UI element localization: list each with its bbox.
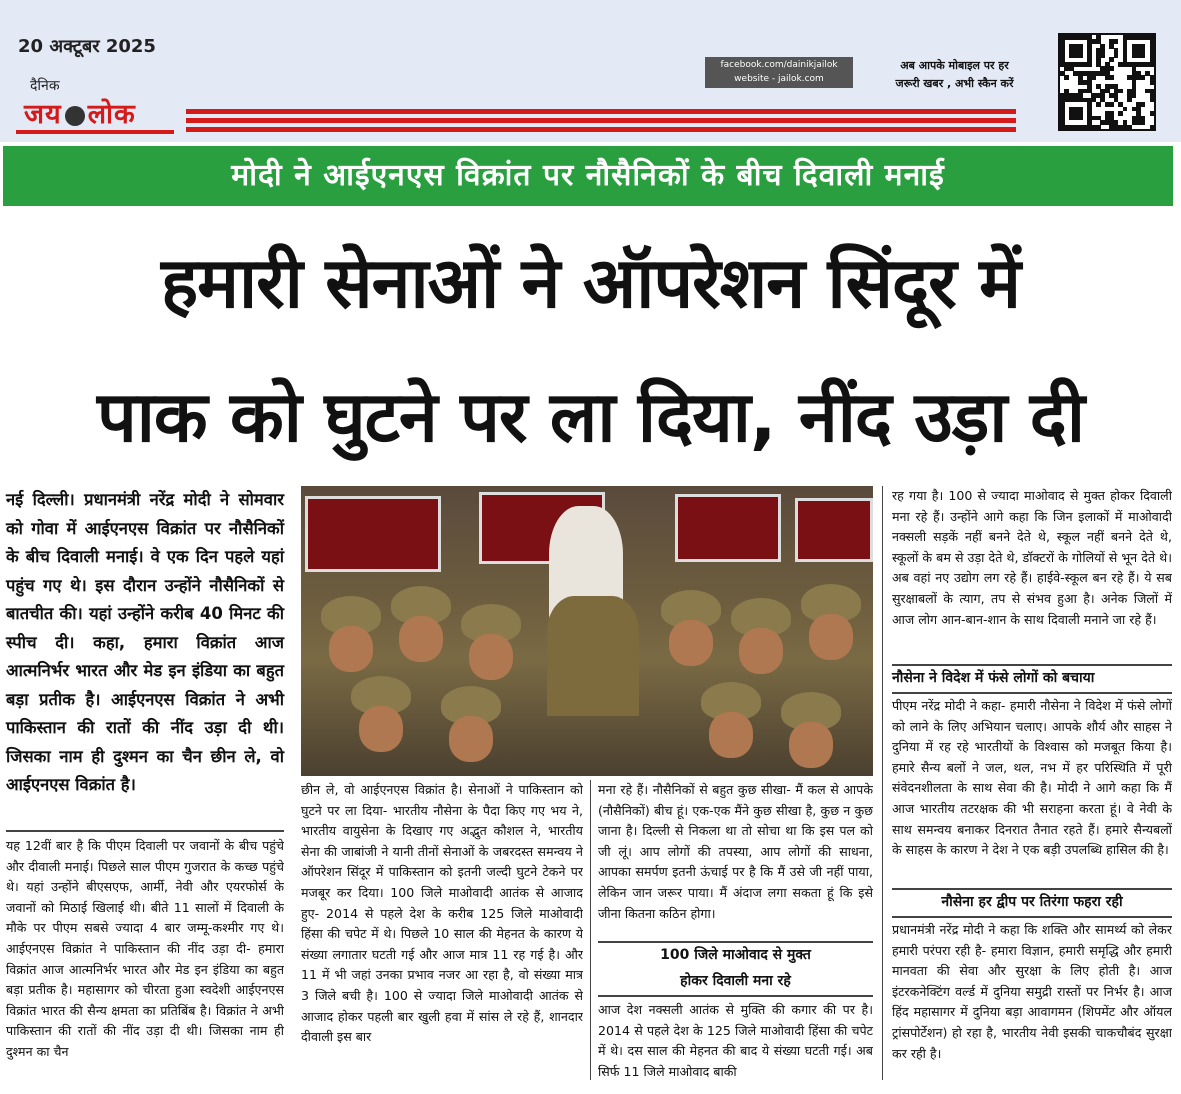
masthead-rule-1 — [186, 109, 1016, 114]
brand-prefix: दैनिक — [30, 78, 60, 94]
column-divider — [882, 486, 883, 1080]
column-3-body-bottom: आज देश नक्सली आतंक से मुक्ति की कगार की पर है। 2014 से पहले देश के 125 जिले माओवादी हिंसा की चपेट में थे। दस साल की मेहनत की बाद ये संख्या घटती गई। अब सिर्फ 11 जिले माओवाद बाकी — [598, 1002, 873, 1079]
column-divider — [590, 780, 591, 1080]
logo-underline — [16, 130, 174, 134]
column-2-body: छीन ले, वो आईएनएस विक्रांत है। सेनाओं ने पाकिस्तान को घुटने पर ला दिया- भारतीय नौसेना के पैदा किए गए भय ने, भारतीय वायुसेना के दिखाए गए अद्भुत कौशल ने, भारतीय सेना की जाबांजी ने यानी तीनों सेनाओं के जबरदस्त समन्वय ने ऑपरेशन सिंदूर में पाकिस्तान को इतनी जल्दी घुटने टेकने पर मजबूर कर दिया। 100 जिले माओवादी आतंक से आजाद हुए- 2014 से पहले देश के करीब 125 जिले माओवादी हिंसा की चपेट में थे। पिछले 10 साल की मेहनत के कारण ये संख्या लगातार घटती गई और आज मात्र 11 रह गई है। और 11 में भी जहां उनका प्रभाव नजर आ रहा है, वो संख्या मात्र 3 जिले बची है। 100 से ज्यादा जिले माओवादी आतंक से आजाद होकर पहली बार खुली हवा में सांस ले रहे हैं, शानदार दीवाली इस बार — [301, 782, 583, 1045]
headline-line-2: पाक को घुटने पर ला दिया, नींद उड़ा दी — [97, 376, 1084, 458]
subhead-navy-rescue: नौसेना ने विदेश में फंसे लोगों को बचाया — [892, 670, 1095, 686]
logo-part-2: लोक — [87, 99, 136, 130]
mobile-scan-text — [872, 57, 1037, 93]
globe-icon — [65, 106, 85, 126]
logo-part-1: जय — [24, 99, 62, 130]
website-link[interactable]: website - jailok.com — [734, 74, 824, 84]
subhead-divider — [892, 692, 1172, 694]
subhead-divider — [892, 916, 1172, 918]
column-1-body: यह 12वीं बार है कि पीएम दिवाली पर जवानों के बीच पहुंचे और दीवाली मनाई। पिछले साल पीएम गुजरात के कच्छ पहुंचे थे। यहां उन्होंने बीएसएफ, आर्मी, नेवी और एयरफोर्स के जवानों को मिठाई खिलाई थी। बीते 11 सालों में दिवाली के मौके पर पीएम सबसे ज्यादा 4 बार जम्मू-कश्मीर गए थे। आईएनएस विक्रांत ने पाकिस्तान की नींद उड़ा दी- हमारा विक्रांत आज आत्मनिर्भर भारत और मेड इन इंडिया का बहुत बड़ा प्रतीक है। महासागर को चीरता हुआ स्वदेशी आईएनएस विक्रांत भारत की सैन्य क्षमता का प्रतिबिंब है। विक्रांत ने अभी पाकिस्तान की रातों की नींद उड़ा दी थी। जिसका नाम ही दुश्मन का चैन — [6, 838, 284, 1059]
article-photo — [301, 486, 873, 776]
headline-line-1: हमारी सेनाओं ने ऑपरेशन सिंदूर में — [160, 242, 1021, 324]
subhead-maoist — [598, 942, 873, 994]
issue-date: 20 अक्टूबर 2025 — [18, 36, 156, 57]
column-3-body-top: मना रहे हैं। नौसैनिकों से बहुत कुछ सीखा- मैं कल से आपके (नौसैनिकों) बीच हूं। एक-एक मैंने कुछ सीखा है, कुछ न कुछ जाना है। दिल्ली से निकला था तो सोचा था कि इस पल को जी लूं। आप लोगों की तपस्या, आप लोगों की साधना, आपका समर्पण इतनी ऊंचाई पर है कि मैं उसे जी नहीं पाया, लेकिन जान जरूर पाया। मैं अंदाज लगा सकता हूं कि इसे जीना कितना कठिन होगा। — [598, 782, 873, 921]
masthead — [0, 0, 1181, 142]
column-4-body-mid: पीएम नरेंद्र मोदी ने कहा- हमारी नौसेना ने विदेश में फंसे लोगों को लाने के लिए अभियान चलाए। आपके शौर्य और साहस ने दुनिया में रह रहे भारतीयों के विश्वास को मजबूत किया है। हमारे सैन्य बलों ने जल, थल, नभ में हर परिस्थिति में पूरी संवेदनशीलता के साथ सेवा की है। मोदी ने आगे कहा कि मैं आज भारतीय तटरक्षक की भी सराहना करता हूं। वे नेवी के साथ समन्वय बनाकर दिनरात तैनात रहते हैं। हमारे सैन्यबलों के साहस के कारण ने देश ने एक बड़ी उपलब्धि हासिल की है। — [892, 698, 1172, 858]
facebook-link[interactable]: facebook.com/dainikjailok — [720, 60, 838, 70]
column-4-body-top: रह गया है। 100 से ज्यादा माओवाद से मुक्त होकर दिवाली मना रहे हैं। उन्होंने आगे कहा कि जिन इलाकों में माओवादी नक्सली सड़कें नहीं बनने देते थे, स्कूल नहीं बनने देते थे, स्कूलों के बम से उड़ा देते थे, डॉक्टरों के गोलियों से भून देते थे। अब वहां नए उद्योग लग रहे हैं। हाईवे-स्कूल बन रहे हैं। ये सब सुरक्षाबलों के त्याग, तप से संभव हुआ है। अनेक जिलों में आज लोग आन-बान-शान के साथ दिवाली मनाने जा रहे हैं। — [892, 488, 1172, 627]
qr-code-icon[interactable] — [1058, 33, 1156, 131]
mobile-text-line-2: जरूरी खबर , अभी स्कैन करें — [895, 77, 1014, 90]
masthead-rule-2 — [186, 118, 1016, 123]
column-4-body-bottom: प्रधानमंत्री नरेंद्र मोदी ने कहा कि शक्ति और सामर्थ्य को लेकर हमारी परंपरा रही है- हमारा विज्ञान, हमारी समृद्धि और हमारी मानवता की सेवा और सुरक्षा के लिए होती है। आज इंटरकनेक्टिंग वर्ल्ड में दुनिया समुद्री रास्तों पर निर्भर है। आज हिंद महासागर में दुनिया बड़ा आवागमन (शिपमेंट और ऑयल ट्रांसपोर्टेशन) हो रहा है, भारतीय नेवी इसकी चाकचौबंद सुरक्षा कर रही है। — [892, 922, 1172, 1061]
social-links-box — [705, 57, 853, 88]
subhead-navy-flag: नौसेना हर द्वीप पर तिरंगा फहरा रही — [941, 894, 1123, 910]
lead-divider — [6, 830, 284, 832]
kicker-banner: मोदी ने आईएनएस विक्रांत पर नौसैनिकों के बीच दिवाली मनाई — [3, 146, 1173, 206]
photo-central-figure-body — [547, 596, 639, 716]
photo-backdrop-panel — [675, 494, 781, 562]
newspaper-logo — [24, 94, 136, 131]
subhead-maoist-line-1: 100 जिले माओवाद से मुक्त — [660, 947, 811, 963]
photo-backdrop-panel — [795, 498, 873, 562]
lead-paragraph: नई दिल्ली। प्रधानमंत्री नरेंद्र मोदी ने सोमवार को गोवा में आईएनएस विक्रांत पर नौसैनिकों के बीच दिवाली मनाई। वे एक दिन पहले यहां पहुंच गए थे। इस दौरान उन्होंने नौसैनिकों से बातचीत की। यहां उन्होंने करीब 40 मिनट की स्पीच दी। कहा, हमारा विक्रांत आज आत्मनिर्भर भारत और मेड इन इंडिया का बहुत बड़ा प्रतीक है। आईएनएस विक्रांत ने अभी पाकिस्तान की रातों की नींद उड़ा दी थी। जिसका नाम ही दुश्मन का चैन छीन ले, वो आईएनएस विक्रांत है। — [6, 490, 284, 794]
subhead-divider — [598, 995, 873, 997]
mobile-text-line-1: अब आपके मोबाइल पर हर — [900, 59, 1009, 72]
photo-backdrop-panel — [305, 496, 441, 572]
subhead-maoist-line-2: होकर दिवाली मना रहे — [680, 973, 791, 989]
masthead-rule-3 — [186, 127, 1016, 132]
